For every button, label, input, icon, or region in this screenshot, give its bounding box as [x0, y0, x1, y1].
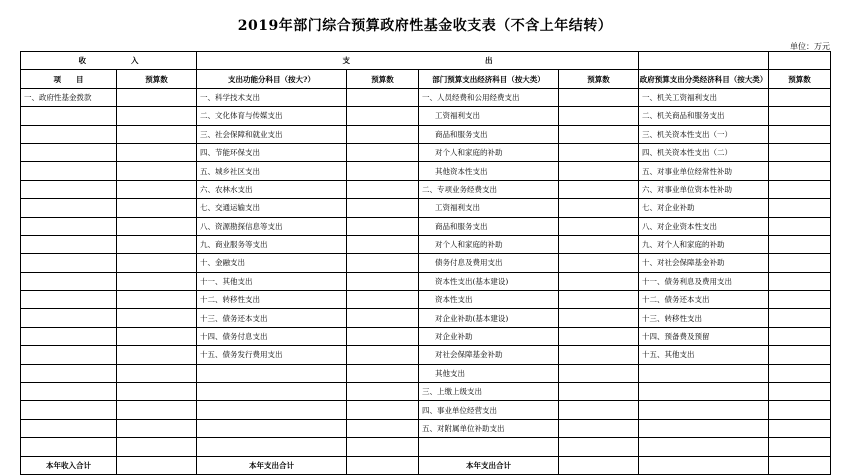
- func-subject-cell: [197, 383, 347, 401]
- gov-econ-subject-cell: 十三、转移性支出: [639, 309, 769, 327]
- dept-budget-cell: [559, 364, 639, 382]
- func-budget-cell: [347, 199, 419, 217]
- func-budget-cell: [347, 346, 419, 364]
- gov-budget-cell: [769, 143, 831, 161]
- dept-econ-subject-cell: 商品和服务支出: [419, 217, 559, 235]
- func-budget-cell: [347, 364, 419, 382]
- budget-table: [20, 51, 831, 475]
- func-budget-cell: [347, 217, 419, 235]
- gov-econ-subject-cell: 七、对企业补助: [639, 199, 769, 217]
- income-budget-cell: [117, 327, 197, 345]
- col-budget-func: 预算数: [347, 70, 419, 88]
- gov-econ-subject-cell: [639, 401, 769, 419]
- income-item-cell: [21, 291, 117, 309]
- income-item-cell: [21, 438, 117, 456]
- dept-econ-subject-cell: 工资福利支出: [419, 107, 559, 125]
- func-subject-cell: 四、节能环保支出: [197, 143, 347, 161]
- income-budget-cell: [117, 401, 197, 419]
- dept-econ-subject-cell: 其他资本性支出: [419, 162, 559, 180]
- func-budget-cell: [347, 235, 419, 253]
- income-item-cell: [21, 162, 117, 180]
- gov-budget-cell: [769, 346, 831, 364]
- income-budget-cell: [117, 162, 197, 180]
- gov-budget-cell: [769, 199, 831, 217]
- col-budget-income: 预算数: [117, 70, 197, 88]
- income-budget-cell: [117, 309, 197, 327]
- gov-budget-cell: [769, 383, 831, 401]
- income-budget-cell: [117, 235, 197, 253]
- col-func-subject: 支出功能分科目（按大?）: [197, 70, 347, 88]
- dept-budget-cell: [559, 217, 639, 235]
- col-dept-econ-subject: 部门预算支出经济科目（按大类）: [419, 70, 559, 88]
- gov-total-value: [769, 456, 831, 474]
- func-budget-cell: [347, 291, 419, 309]
- header-row-group: [21, 52, 831, 70]
- gov-budget-cell: [769, 438, 831, 456]
- income-item-cell: [21, 346, 117, 364]
- gov-budget-cell: [769, 235, 831, 253]
- col-item: 项 目: [21, 70, 117, 88]
- gov-budget-cell: [769, 401, 831, 419]
- dept-budget-cell: [559, 107, 639, 125]
- gov-econ-subject-cell: [639, 419, 769, 437]
- func-budget-cell: [347, 88, 419, 106]
- dept-budget-cell: [559, 419, 639, 437]
- income-total-label: 本年收入合计: [21, 456, 117, 474]
- gov-budget-cell: [769, 309, 831, 327]
- income-budget-cell: [117, 364, 197, 382]
- func-total-value: [347, 456, 419, 474]
- func-subject-cell: 十四、债务付息支出: [197, 327, 347, 345]
- dept-econ-subject-cell: 对个人和家庭的补助: [419, 143, 559, 161]
- func-subject-cell: 八、资源勘探信息等支出: [197, 217, 347, 235]
- gov-econ-subject-cell: 六、对事业单位资本性补助: [639, 180, 769, 198]
- table-row: [21, 180, 831, 198]
- income-item-cell: [21, 235, 117, 253]
- dept-budget-cell: [559, 309, 639, 327]
- income-item-cell: [21, 125, 117, 143]
- dept-econ-subject-cell: 资本性支出: [419, 291, 559, 309]
- gov-econ-subject-cell: 四、机关资本性支出（二）: [639, 143, 769, 161]
- income-budget-cell: [117, 419, 197, 437]
- income-item-cell: [21, 199, 117, 217]
- gov-econ-subject-cell: 五、对事业单位经常性补助: [639, 162, 769, 180]
- income-item-cell: [21, 364, 117, 382]
- gov-budget-cell: [769, 107, 831, 125]
- gov-econ-subject-cell: 十一、债务利息及费用支出: [639, 272, 769, 290]
- gov-econ-subject-cell: 十二、债务还本支出: [639, 291, 769, 309]
- income-budget-cell: [117, 199, 197, 217]
- dept-budget-cell: [559, 383, 639, 401]
- income-budget-cell: [117, 438, 197, 456]
- dept-econ-subject-cell: 债务付息及费用支出: [419, 254, 559, 272]
- econ-total-label: 本年支出合计: [419, 456, 559, 474]
- income-header: 收 入: [21, 52, 197, 70]
- gov-budget-cell: [769, 180, 831, 198]
- dept-econ-subject-cell: 对企业补助(基本建设): [419, 309, 559, 327]
- table-row: [21, 272, 831, 290]
- func-subject-cell: [197, 419, 347, 437]
- income-item-cell: [21, 309, 117, 327]
- income-budget-cell: [117, 346, 197, 364]
- gov-budget-cell: [769, 291, 831, 309]
- func-subject-cell: 二、文化体育与传媒支出: [197, 107, 347, 125]
- total-row: [21, 456, 831, 474]
- gov-budget-cell: [769, 327, 831, 345]
- table-row: [21, 235, 831, 253]
- table-row: [21, 199, 831, 217]
- income-item-cell: [21, 401, 117, 419]
- gov-budget-cell: [769, 162, 831, 180]
- func-subject-cell: 六、农林水支出: [197, 180, 347, 198]
- expense-header: 支 出: [197, 52, 639, 70]
- func-budget-cell: [347, 383, 419, 401]
- func-budget-cell: [347, 327, 419, 345]
- dept-budget-cell: [559, 143, 639, 161]
- gov-econ-subject-cell: [639, 383, 769, 401]
- dept-budget-cell: [559, 327, 639, 345]
- dept-econ-subject-cell: 对企业补助: [419, 327, 559, 345]
- func-subject-cell: 十二、转移性支出: [197, 291, 347, 309]
- gov-budget-cell: [769, 419, 831, 437]
- gov-econ-subject-cell: 十、对社会保障基金补助: [639, 254, 769, 272]
- table-row: [21, 254, 831, 272]
- table-row: [21, 88, 831, 106]
- func-subject-cell: [197, 401, 347, 419]
- func-budget-cell: [347, 272, 419, 290]
- func-total-label: 本年支出合计: [197, 456, 347, 474]
- dept-econ-subject-cell: 资本性支出(基本建设): [419, 272, 559, 290]
- dept-econ-subject-cell: 三、上缴上级支出: [419, 383, 559, 401]
- dept-budget-cell: [559, 125, 639, 143]
- gov-total-label: [639, 456, 769, 474]
- income-item-cell: [21, 217, 117, 235]
- gov-econ-subject-cell: [639, 438, 769, 456]
- income-item-cell: [21, 254, 117, 272]
- func-subject-cell: 一、科学技术支出: [197, 88, 347, 106]
- func-budget-cell: [347, 125, 419, 143]
- income-item-cell: [21, 383, 117, 401]
- dept-budget-cell: [559, 199, 639, 217]
- income-item-cell: [21, 143, 117, 161]
- gov-budget-cell: [769, 217, 831, 235]
- income-budget-cell: [117, 383, 197, 401]
- income-budget-cell: [117, 217, 197, 235]
- func-budget-cell: [347, 401, 419, 419]
- dept-econ-subject-cell: 对个人和家庭的补助: [419, 235, 559, 253]
- table-row: [21, 327, 831, 345]
- gov-budget-cell: [769, 254, 831, 272]
- income-item-cell: [21, 107, 117, 125]
- dept-econ-subject-cell: 一、人员经费和公用经费支出: [419, 88, 559, 106]
- dept-budget-cell: [559, 254, 639, 272]
- income-item-cell: [21, 180, 117, 198]
- income-budget-cell: [117, 272, 197, 290]
- func-subject-cell: [197, 438, 347, 456]
- dept-budget-cell: [559, 88, 639, 106]
- col-budget-gov: 预算数: [769, 70, 831, 88]
- dept-econ-subject-cell: 四、事业单位经营支出: [419, 401, 559, 419]
- income-budget-cell: [117, 143, 197, 161]
- income-budget-cell: [117, 125, 197, 143]
- table-row: [21, 217, 831, 235]
- dept-econ-subject-cell: 对社会保障基金补助: [419, 346, 559, 364]
- dept-budget-cell: [559, 401, 639, 419]
- table-row: [21, 346, 831, 364]
- gov-econ-subject-cell: 二、机关商品和服务支出: [639, 107, 769, 125]
- dept-econ-subject-cell: 工资福利支出: [419, 199, 559, 217]
- income-budget-cell: [117, 291, 197, 309]
- income-item-cell: 一、政府性基金拨款: [21, 88, 117, 106]
- func-subject-cell: [197, 364, 347, 382]
- table-row: [21, 291, 831, 309]
- table-row: [21, 364, 831, 382]
- income-budget-cell: [117, 180, 197, 198]
- header-row-columns: [21, 70, 831, 88]
- col-gov-econ-subject: 政府预算支出分类经济科目（按大类）: [639, 70, 769, 88]
- gov-econ-subject-cell: [639, 364, 769, 382]
- func-subject-cell: 七、交通运输支出: [197, 199, 347, 217]
- table-row: [21, 309, 831, 327]
- dept-econ-subject-cell: 其他支出: [419, 364, 559, 382]
- dept-econ-subject-cell: [419, 438, 559, 456]
- gov-econ-subject-cell: 十四、预备费及预留: [639, 327, 769, 345]
- gov-econ-subject-cell: 九、对个人和家庭的补助: [639, 235, 769, 253]
- dept-budget-cell: [559, 346, 639, 364]
- func-subject-cell: 十三、债务还本支出: [197, 309, 347, 327]
- income-total-value: [117, 456, 197, 474]
- income-item-cell: [21, 419, 117, 437]
- func-budget-cell: [347, 107, 419, 125]
- dept-econ-subject-cell: 二、专项业务经费支出: [419, 180, 559, 198]
- gov-budget-cell: [769, 125, 831, 143]
- func-budget-cell: [347, 419, 419, 437]
- col-budget-dept: 预算数: [559, 70, 639, 88]
- dept-econ-subject-cell: 五、对附属单位补助支出: [419, 419, 559, 437]
- func-budget-cell: [347, 254, 419, 272]
- func-budget-cell: [347, 162, 419, 180]
- func-subject-cell: 三、社会保障和就业支出: [197, 125, 347, 143]
- func-subject-cell: 十五、债务发行费用支出: [197, 346, 347, 364]
- table-row: [21, 125, 831, 143]
- func-subject-cell: 十、金融支出: [197, 254, 347, 272]
- income-budget-cell: [117, 88, 197, 106]
- func-subject-cell: 五、城乡社区支出: [197, 162, 347, 180]
- gov-budget-cell: [769, 364, 831, 382]
- econ-total-value: [559, 456, 639, 474]
- dept-budget-cell: [559, 162, 639, 180]
- func-subject-cell: 十一、其他支出: [197, 272, 347, 290]
- func-budget-cell: [347, 438, 419, 456]
- unit-label: 单位：万元: [790, 42, 830, 51]
- dept-budget-cell: [559, 291, 639, 309]
- dept-budget-cell: [559, 180, 639, 198]
- func-budget-cell: [347, 309, 419, 327]
- table-row: [21, 107, 831, 125]
- gov-econ-subject-cell: 八、对企业资本性支出: [639, 217, 769, 235]
- income-item-cell: [21, 327, 117, 345]
- gov-budget-cell: [769, 272, 831, 290]
- income-item-cell: [21, 272, 117, 290]
- func-subject-cell: 九、商业服务等支出: [197, 235, 347, 253]
- dept-budget-cell: [559, 235, 639, 253]
- gov-econ-subject-cell: 一、机关工资福利支出: [639, 88, 769, 106]
- func-budget-cell: [347, 143, 419, 161]
- gov-econ-subject-cell: 十五、其他支出: [639, 346, 769, 364]
- table-row: [21, 143, 831, 161]
- income-budget-cell: [117, 254, 197, 272]
- table-row: [21, 383, 831, 401]
- func-budget-cell: [347, 180, 419, 198]
- table-row: [21, 438, 831, 456]
- page-title: 2019年部门综合预算政府性基金收支表（不含上年结转）: [237, 18, 613, 34]
- table-row: [21, 419, 831, 437]
- gov-budget-cell: [769, 88, 831, 106]
- income-budget-cell: [117, 107, 197, 125]
- dept-econ-subject-cell: 商品和服务支出: [419, 125, 559, 143]
- dept-budget-cell: [559, 272, 639, 290]
- dept-budget-cell: [559, 438, 639, 456]
- gov-econ-subject-cell: 三、机关资本性支出（一）: [639, 125, 769, 143]
- table-row: [21, 401, 831, 419]
- table-row: [21, 162, 831, 180]
